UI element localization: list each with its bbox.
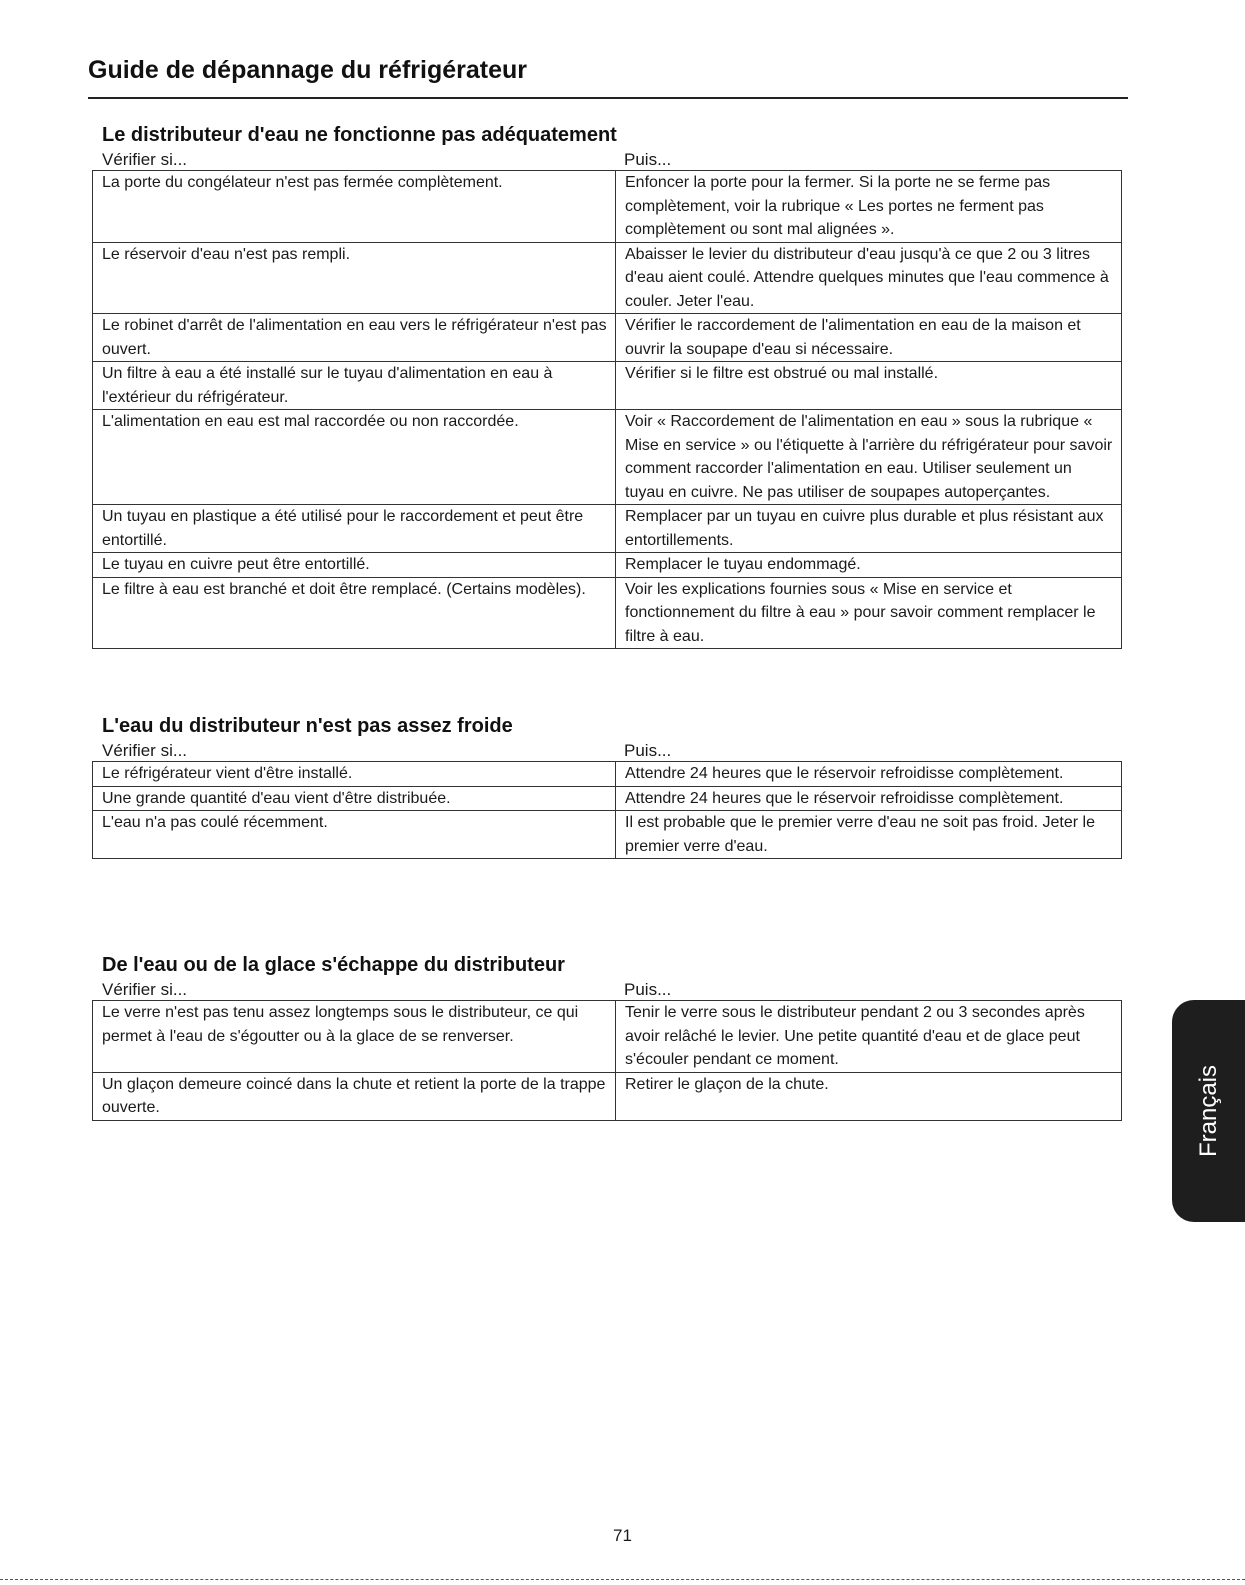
troubleshooting-table [92, 170, 1122, 649]
check-cell: Le verre n'est pas tenu assez longtemps sous le distributeur, ce qui permet à l'eau de s'égoutter ou à la glace de se renverser. [93, 1001, 616, 1073]
check-cell: Le réfrigérateur vient d'être installé. [93, 762, 616, 787]
section-water-ice-leaking [92, 954, 1126, 1121]
action-cell: Voir « Raccordement de l'alimentation en eau » sous la rubrique « Mise en service » ou l'étiquette à l'arrière du réfrigérateur pour savoir comment raccorder l'alimentation en eau. Utiliser seulement un tuyau en cuivre. Ne pas utiliser de soupapes autoperçantes. [616, 410, 1122, 505]
title-rule [88, 97, 1128, 99]
check-cell: Le réservoir d'eau n'est pas rempli. [93, 242, 616, 314]
action-cell: Attendre 24 heures que le réservoir refroidisse complètement. [616, 762, 1122, 787]
table-row [93, 314, 1122, 362]
check-cell: L'alimentation en eau est mal raccordée ou non raccordée. [93, 410, 616, 505]
table-row [93, 410, 1122, 505]
table-row [93, 171, 1122, 243]
action-cell: Abaisser le levier du distributeur d'eau jusqu'à ce que 2 ou 3 litres d'eau aient coulé. Attendre quelques minutes que l'eau commence à couler. Jeter l'eau. [616, 242, 1122, 314]
language-tab-label: Français [1194, 1064, 1222, 1158]
check-cell: La porte du congélateur n'est pas fermée complètement. [93, 171, 616, 243]
troubleshooting-table [92, 1000, 1122, 1121]
action-cell: Retirer le glaçon de la chute. [616, 1072, 1122, 1120]
table-row [93, 242, 1122, 314]
action-cell: Vérifier le raccordement de l'alimentation en eau de la maison et ouvrir la soupape d'eau si nécessaire. [616, 314, 1122, 362]
action-cell: Vérifier si le filtre est obstrué ou mal installé. [616, 362, 1122, 410]
table-row [93, 1072, 1122, 1120]
action-cell: Il est probable que le premier verre d'eau ne soit pas froid. Jeter le premier verre d'eau. [616, 811, 1122, 859]
column-header-action: Puis... [624, 980, 672, 999]
column-header-check: Vérifier si... [102, 980, 188, 999]
section-heading: L'eau du distributeur n'est pas assez froide [102, 715, 513, 737]
action-cell: Tenir le verre sous le distributeur pendant 2 ou 3 secondes après avoir relâché le levier. Une petite quantité d'eau et de glace peut s'écouler pendant ce moment. [616, 1001, 1122, 1073]
page-title: Guide de dépannage du réfrigérateur [88, 56, 527, 84]
check-cell: Le filtre à eau est branché et doit être remplacé. (Certains modèles). [93, 577, 616, 649]
table-row [93, 811, 1122, 859]
table-row [93, 1001, 1122, 1073]
action-cell: Enfoncer la porte pour la fermer. Si la porte ne se ferme pas complètement, voir la rubrique « Les portes ne ferment pas complètement ou sont mal alignées ». [616, 171, 1122, 243]
action-cell: Attendre 24 heures que le réservoir refroidisse complètement. [616, 786, 1122, 811]
table-row [93, 786, 1122, 811]
check-cell: Une grande quantité d'eau vient d'être distribuée. [93, 786, 616, 811]
column-header-action: Puis... [624, 741, 672, 760]
section-dispenser-not-working [92, 124, 1126, 649]
table-row [93, 505, 1122, 553]
column-headers [92, 979, 1126, 1000]
column-header-check: Vérifier si... [102, 741, 188, 760]
bottom-rule [0, 1579, 1245, 1580]
action-cell: Remplacer le tuyau endommagé. [616, 553, 1122, 578]
check-cell: Un glaçon demeure coincé dans la chute et retient la porte de la trappe ouverte. [93, 1072, 616, 1120]
section-heading: De l'eau ou de la glace s'échappe du distributeur [102, 954, 565, 976]
section-water-not-cold [92, 715, 1126, 859]
check-cell: Le tuyau en cuivre peut être entortillé. [93, 553, 616, 578]
table-row [93, 762, 1122, 787]
check-cell: Un filtre à eau a été installé sur le tuyau d'alimentation en eau à l'extérieur du réfrigérateur. [93, 362, 616, 410]
section-heading: Le distributeur d'eau ne fonctionne pas adéquatement [102, 124, 617, 146]
language-tab [1172, 1000, 1245, 1222]
action-cell: Remplacer par un tuyau en cuivre plus durable et plus résistant aux entortillements. [616, 505, 1122, 553]
check-cell: L'eau n'a pas coulé récemment. [93, 811, 616, 859]
action-cell: Voir les explications fournies sous « Mise en service et fonctionnement du filtre à eau » pour savoir comment remplacer le filtre à eau. [616, 577, 1122, 649]
table-row [93, 577, 1122, 649]
column-headers [92, 740, 1126, 761]
column-header-action: Puis... [624, 150, 672, 169]
check-cell: Le robinet d'arrêt de l'alimentation en eau vers le réfrigérateur n'est pas ouvert. [93, 314, 616, 362]
table-row [93, 553, 1122, 578]
page-number: 71 [613, 1526, 632, 1545]
troubleshooting-table [92, 761, 1122, 859]
column-headers [92, 149, 1126, 170]
column-header-check: Vérifier si... [102, 150, 188, 169]
check-cell: Un tuyau en plastique a été utilisé pour le raccordement et peut être entortillé. [93, 505, 616, 553]
table-row [93, 362, 1122, 410]
